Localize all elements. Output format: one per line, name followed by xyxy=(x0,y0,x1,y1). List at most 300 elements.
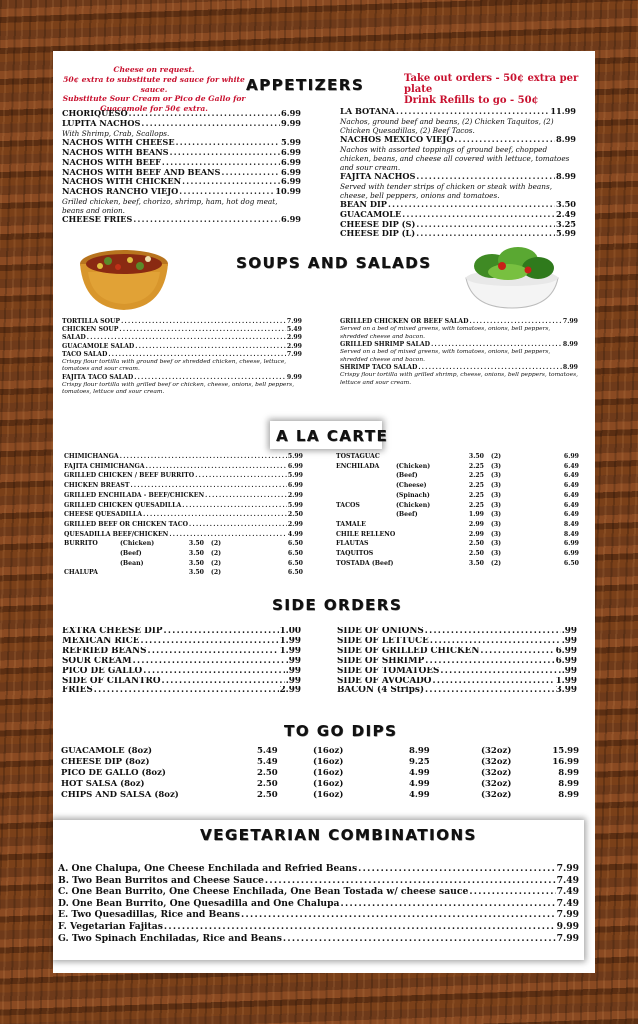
leader-dots xyxy=(134,374,286,382)
menu-item xyxy=(62,627,301,637)
note-line: Substitute Sour Cream or Pico de Gallo for xyxy=(62,94,246,104)
item-price: 1.99 xyxy=(279,636,301,646)
size-16oz: (16oz) xyxy=(313,790,344,801)
item-name: PICO DE GALLO (8oz) xyxy=(61,768,166,779)
item-name: SIDE OF SHRIMP xyxy=(337,656,425,666)
note-line: Guacamole for 50¢ extra. xyxy=(100,104,208,114)
item-price: 6.99 xyxy=(281,215,301,225)
menu-item xyxy=(62,326,302,334)
menu-item xyxy=(62,318,302,326)
menu-item xyxy=(64,471,303,481)
menu-item xyxy=(62,677,301,687)
menu-item xyxy=(58,875,579,887)
menu-item xyxy=(62,343,302,351)
single-price: 3.50 xyxy=(188,550,204,558)
menu-item xyxy=(337,657,577,667)
item-name: TAMALE xyxy=(336,520,366,528)
leader-dots xyxy=(108,351,286,359)
price-8oz: 2.50 xyxy=(257,790,278,801)
leader-dots xyxy=(396,107,549,117)
item-price: .99 xyxy=(561,666,577,676)
menu-item xyxy=(64,501,303,511)
leader-dots xyxy=(432,677,554,687)
leader-dots xyxy=(133,657,285,667)
item-price: .99 xyxy=(561,627,577,636)
side-right xyxy=(337,627,577,696)
item-name: MEXICAN RICE xyxy=(62,636,140,646)
leader-dots xyxy=(454,135,555,145)
item-name: HOT SALSA (8oz) xyxy=(61,779,145,790)
menu-item xyxy=(336,462,579,472)
plate-price: 6.50 xyxy=(287,569,303,577)
single-price: 3.50 xyxy=(188,559,204,567)
quantity: (3) xyxy=(490,491,502,499)
menu-item xyxy=(62,187,301,197)
item-name: CHEESE DIP (8oz) xyxy=(61,757,150,768)
leader-dots xyxy=(162,677,285,687)
item-price: 7.99 xyxy=(556,909,579,921)
menu-item xyxy=(62,119,301,129)
item-price: 7.49 xyxy=(556,897,579,909)
item-price: 8.99 xyxy=(556,134,576,144)
item-variant xyxy=(396,530,444,540)
price-8oz: 5.49 xyxy=(257,746,278,756)
menu-item xyxy=(336,520,579,530)
size-16oz: (16oz) xyxy=(313,768,344,779)
quantity: (3) xyxy=(490,511,502,519)
item-name: SIDE OF TOMATOES xyxy=(337,666,440,676)
veg-title: VEGETARIAN COMBINATIONS xyxy=(200,826,477,844)
carte-title: A LA CARTE xyxy=(276,427,389,445)
leader-dots xyxy=(431,341,562,349)
menu-item xyxy=(64,559,303,569)
item-description: Nachos with assorted toppings of ground beef, chopped chicken, beans, and cheese all covered with lettuce, tomatoes and sour cream. xyxy=(340,144,570,172)
leader-dots xyxy=(388,200,555,210)
note-line: 50¢ extra to substitute red sauce for white sauce. xyxy=(63,74,245,94)
menu-item xyxy=(336,539,579,549)
leader-dots xyxy=(221,168,280,178)
item-name xyxy=(336,471,396,481)
item-name: GRILLED ENCHILADA - BEEF/CHICKEN xyxy=(64,491,205,499)
price-32oz: 8.99 xyxy=(558,790,579,801)
item-variant: (Chicken) xyxy=(120,540,155,548)
menu-item xyxy=(336,549,579,559)
leader-dots xyxy=(121,318,286,326)
item-price: 9.99 xyxy=(286,373,302,381)
single-price: 2.25 xyxy=(468,462,484,470)
item-price: 6.99 xyxy=(555,646,577,656)
plate-price: 6.49 xyxy=(563,462,579,470)
togo-item xyxy=(61,768,579,779)
item-name: C. One Bean Burrito, One Cheese Enchilada, One Bean Tostada w/ cheese sauce xyxy=(58,886,469,898)
price-16oz: 4.99 xyxy=(409,779,430,790)
item-price: .99 xyxy=(561,636,577,646)
item-name: SIDE OF GRILLED CHICKEN xyxy=(337,646,480,656)
menu-item xyxy=(340,318,578,326)
leader-dots xyxy=(164,921,556,933)
menu-item xyxy=(64,549,303,559)
leader-dots xyxy=(146,462,287,472)
item-name: TACO SALAD xyxy=(62,350,108,358)
item-name: SIDE OF AVOCADO xyxy=(337,676,432,686)
single-price: 3.50 xyxy=(188,540,204,548)
item-price: 1.00 xyxy=(279,627,301,636)
item-name: GRILLED BEEF OR CHICKEN TACO xyxy=(64,520,189,528)
carte-right xyxy=(336,452,579,568)
item-name: GUACAMOLE SALAD xyxy=(62,342,135,350)
item-price: .99 xyxy=(285,656,301,666)
price-16oz: 4.99 xyxy=(409,768,430,779)
menu-item xyxy=(62,215,301,225)
plate-price: 6.49 xyxy=(563,482,579,490)
menu-item xyxy=(340,220,576,230)
single-price: 3.50 xyxy=(468,559,484,567)
plate-price: 6.99 xyxy=(563,540,579,548)
item-price: 10.99 xyxy=(275,187,301,197)
item-price: .99 xyxy=(285,676,301,686)
plate-price: 6.99 xyxy=(563,453,579,460)
leader-dots xyxy=(135,343,286,351)
menu-item xyxy=(336,501,579,511)
menu-item xyxy=(336,481,579,491)
plate-price: 6.50 xyxy=(287,550,303,558)
item-name: REFRIED BEANS xyxy=(62,646,147,656)
item-name: BACON (4 Strips) xyxy=(337,686,425,696)
price-32oz: 8.99 xyxy=(558,768,579,779)
leader-dots xyxy=(358,863,555,875)
item-description: With Shrimp, Crab, Scallops. xyxy=(62,128,170,138)
menu-item xyxy=(58,921,579,933)
menu-item xyxy=(64,510,303,520)
soups-title: SOUPS AND SALADS xyxy=(236,254,432,272)
item-name: B. Two Bean Burritos and Cheese Sauce xyxy=(58,874,264,886)
menu-item xyxy=(340,135,576,145)
menu-item xyxy=(340,364,578,372)
veg-list xyxy=(58,863,579,944)
item-name: CHIMICHANGA xyxy=(64,453,119,460)
leader-dots xyxy=(469,318,561,326)
item-variant xyxy=(396,549,444,559)
menu-item xyxy=(336,452,579,462)
menu-item xyxy=(58,863,579,875)
menu-item xyxy=(62,637,301,647)
item-description: Crispy flour tortilla with ground beef or shredded chicken, cheese, lettuce, tomatoes and sour cream. xyxy=(62,359,287,373)
price-32oz: 8.99 xyxy=(558,779,579,790)
quantity: (2) xyxy=(210,559,222,567)
item-name: GRILLED CHICKEN QUESADILLA xyxy=(64,501,182,509)
item-name: FLAUTAS xyxy=(336,540,369,548)
leader-dots xyxy=(416,229,555,239)
menu-item xyxy=(58,933,579,945)
item-price: 2.99 xyxy=(286,334,302,342)
item-name: CHALUPA xyxy=(64,569,98,577)
item-name: BURRITO xyxy=(64,540,98,548)
menu-item xyxy=(64,452,303,462)
item-name: GRILLED SHRIMP SALAD xyxy=(340,341,431,349)
item-name: TOSTADA (Beef) xyxy=(336,559,394,567)
item-name: CHICKEN BREAST xyxy=(64,482,130,490)
leader-dots xyxy=(241,909,556,921)
leader-dots xyxy=(119,326,286,334)
item-name: TAQUITOS xyxy=(336,550,374,558)
leader-dots xyxy=(140,637,278,647)
menu-item xyxy=(340,107,576,117)
menu-item xyxy=(336,510,579,520)
quantity: (3) xyxy=(490,462,502,470)
item-description: Crispy flour tortilla with grilled shrimp, cheese, onions, bell peppers, tomatoes, lettuce and sour cream. xyxy=(340,372,578,386)
menu-item xyxy=(337,637,577,647)
item-price: 6.99 xyxy=(281,147,301,157)
leader-dots xyxy=(170,148,280,158)
item-name: TORTILLA SOUP xyxy=(62,318,121,325)
item-name: NACHOS WITH BEEF AND BEANS xyxy=(62,167,221,177)
item-variant: (Cheese) xyxy=(396,482,427,490)
item-price: 2.99 xyxy=(287,491,303,499)
item-variant: (Chicken) xyxy=(396,501,431,509)
item-variant xyxy=(396,539,444,549)
menu-item xyxy=(337,667,577,677)
item-description: Served on a bed of mixed greens, with tomatoes, onions, bell peppers, shredded cheese and bacon. xyxy=(340,349,551,363)
leader-dots xyxy=(162,158,280,168)
item-price: .99 xyxy=(285,666,301,676)
item-name: SIDE OF CILANTRO xyxy=(62,676,161,686)
soups-left xyxy=(62,318,302,397)
leader-dots xyxy=(182,177,280,187)
item-price: 7.99 xyxy=(556,932,579,944)
menu-item xyxy=(340,172,576,182)
quantity: (3) xyxy=(490,550,502,558)
appetizers-left xyxy=(62,109,301,225)
item-variant: (Spinach) xyxy=(396,491,430,499)
carte-left xyxy=(64,452,303,578)
leader-dots xyxy=(205,491,287,501)
item-name: GUACAMOLE xyxy=(340,209,402,219)
menu-item xyxy=(64,462,303,472)
item-name: CHIPS AND SALSA (8oz) xyxy=(61,790,179,801)
item-variant xyxy=(396,520,444,530)
item-price: 6.99 xyxy=(287,482,303,490)
price-16oz: 9.25 xyxy=(409,757,430,768)
item-name: CHILE RELLENO xyxy=(336,530,396,538)
leader-dots xyxy=(169,530,287,540)
item-price: 7.99 xyxy=(286,350,302,358)
item-name: FAJITA NACHOS xyxy=(340,171,416,181)
takeout-line: Take out orders - 50¢ extra per plate xyxy=(404,73,579,95)
quantity: (2) xyxy=(490,453,502,460)
item-price: 9.99 xyxy=(281,118,301,128)
item-name: SIDE OF LETTUCE xyxy=(337,636,429,646)
menu-item xyxy=(64,568,303,578)
quantity: (2) xyxy=(210,569,222,577)
menu-item xyxy=(62,374,302,382)
item-name: BEAN DIP xyxy=(340,199,387,209)
menu-item xyxy=(340,341,578,349)
takeout-note xyxy=(404,73,590,106)
item-name: G. Two Spinach Enchiladas, Rice and Beans xyxy=(58,932,282,944)
item-name: F. Vegetarian Fajitas xyxy=(58,920,163,932)
menu-item xyxy=(64,539,303,549)
item-price: 6.99 xyxy=(281,109,301,118)
quantity: (3) xyxy=(490,482,502,490)
size-16oz: (16oz) xyxy=(313,746,344,756)
item-price: 7.49 xyxy=(556,886,579,898)
item-name: SALAD xyxy=(62,334,86,342)
quantity: (3) xyxy=(490,540,502,548)
menu-item xyxy=(62,686,301,696)
plate-price: 6.50 xyxy=(563,559,579,567)
menu-item xyxy=(58,886,579,898)
plate-price: 8.49 xyxy=(563,520,579,528)
leader-dots xyxy=(141,119,280,129)
menu-item xyxy=(62,158,301,168)
single-price: 3.50 xyxy=(468,453,484,460)
item-name: A. One Chalupa, One Cheese Enchilada and Refried Beans xyxy=(58,863,358,874)
quantity: (3) xyxy=(490,520,502,528)
item-name xyxy=(336,491,396,501)
item-price: 5.49 xyxy=(286,326,302,334)
side-title: SIDE ORDERS xyxy=(272,596,403,614)
item-price: 1.99 xyxy=(555,676,577,686)
menu-item xyxy=(64,520,303,530)
item-name: PICO DE GALLO xyxy=(62,666,143,676)
item-price: 2.99 xyxy=(286,342,302,350)
item-price: 6.99 xyxy=(287,462,303,470)
plate-price: 6.50 xyxy=(287,559,303,567)
item-name: EXTRA CHEESE DIP xyxy=(62,627,163,636)
menu-item xyxy=(64,491,303,501)
leader-dots xyxy=(129,109,280,119)
item-price: 3.25 xyxy=(556,219,576,229)
item-name: GUACAMOLE (8oz) xyxy=(61,746,153,756)
item-variant xyxy=(120,568,172,578)
item-name: FAJITA TACO SALAD xyxy=(62,373,134,381)
single-price: 2.50 xyxy=(468,550,484,558)
menu-item xyxy=(340,200,576,210)
menu-item xyxy=(62,667,301,677)
item-description: Served with tender strips of chicken or steak with beans, cheese, bell peppers, onions and tomatoes. xyxy=(340,181,553,200)
item-price: 4.99 xyxy=(287,530,303,538)
leader-dots xyxy=(425,686,555,696)
togo-title: TO GO DIPS xyxy=(284,722,398,740)
item-price: 6.99 xyxy=(281,177,301,187)
item-price: 5.99 xyxy=(281,137,301,147)
item-variant xyxy=(396,452,444,462)
menu-item xyxy=(62,148,301,158)
item-name: NACHOS WITH BEANS xyxy=(62,147,169,157)
item-price: 7.99 xyxy=(562,318,578,325)
item-price: 8.99 xyxy=(556,171,576,181)
item-price: 5.99 xyxy=(287,472,303,480)
item-name: CHEESE FRIES xyxy=(62,215,133,225)
single-price: 2.25 xyxy=(468,501,484,509)
price-8oz: 2.50 xyxy=(257,779,278,790)
side-left xyxy=(62,627,301,696)
item-variant: (Beef) xyxy=(396,511,418,519)
leader-dots xyxy=(179,187,274,197)
menu-item xyxy=(336,491,579,501)
item-variant: (Chicken) xyxy=(396,462,431,470)
item-name: FAJITA CHIMICHANGA xyxy=(64,462,145,470)
leader-dots xyxy=(418,364,562,372)
item-name: CHEESE DIP (L) xyxy=(340,229,416,239)
item-price: 7.49 xyxy=(556,874,579,886)
quantity: (2) xyxy=(490,559,502,567)
item-name xyxy=(64,549,120,559)
leader-dots xyxy=(440,667,560,677)
item-price: 7.99 xyxy=(556,863,579,874)
item-description: Served on a bed of mixed greens, with tomatoes, onions, bell peppers, shredded cheese and bacon. xyxy=(340,326,551,340)
menu-item xyxy=(337,677,577,687)
single-price: 2.25 xyxy=(468,491,484,499)
menu-item xyxy=(62,109,301,119)
price-8oz: 2.50 xyxy=(257,768,278,779)
soup-bowl-icon xyxy=(78,246,170,316)
size-32oz: (32oz) xyxy=(481,779,512,790)
item-name: D. One Bean Burrito, One Quesadilla and One Chalupa xyxy=(58,897,340,909)
item-name: GRILLED CHICKEN OR BEEF SALAD xyxy=(340,318,469,325)
note-line: Cheese on request. xyxy=(113,65,195,74)
menu-item xyxy=(336,559,579,569)
size-32oz: (32oz) xyxy=(481,768,512,779)
togo-list xyxy=(61,746,579,801)
leader-dots xyxy=(94,686,279,696)
menu-item xyxy=(64,481,303,491)
item-price: 2.99 xyxy=(287,520,303,528)
menu-item xyxy=(336,530,579,540)
leader-dots xyxy=(130,481,286,491)
menu-item xyxy=(62,657,301,667)
item-price: 5.99 xyxy=(287,453,303,460)
menu-item xyxy=(58,909,579,921)
price-32oz: 15.99 xyxy=(552,746,579,756)
item-price: 3.99 xyxy=(555,686,577,696)
leader-dots xyxy=(469,886,555,898)
item-name xyxy=(336,510,396,520)
item-name: ENCHILADA xyxy=(336,462,380,470)
leader-dots xyxy=(147,647,278,657)
leader-dots xyxy=(430,637,561,647)
quantity: (3) xyxy=(490,472,502,480)
menu-item xyxy=(62,647,301,657)
item-name: NACHOS MEXICO VIEJO xyxy=(340,134,454,144)
leader-dots xyxy=(480,647,554,657)
menu-item xyxy=(64,530,303,540)
price-8oz: 5.49 xyxy=(257,757,278,768)
item-name: SOUR CREAM xyxy=(62,656,132,666)
item-description: Nachos, ground beef and beans, (2) Chicken Taquitos, (2) Chicken Quesadillas, (2) Beef Tacos. xyxy=(340,116,554,135)
plate-price: 6.49 xyxy=(563,491,579,499)
item-name: NACHOS RANCHO VIEJO xyxy=(62,187,179,197)
menu-item xyxy=(337,627,577,637)
plate-price: 8.49 xyxy=(563,530,579,538)
leader-dots xyxy=(189,520,287,530)
item-price: 1.99 xyxy=(279,646,301,656)
item-variant: (Beef) xyxy=(396,472,418,480)
leader-dots xyxy=(182,501,287,511)
single-price: 3.50 xyxy=(188,569,204,577)
leader-dots xyxy=(341,898,556,910)
single-price: 2.99 xyxy=(468,530,484,538)
leader-dots xyxy=(425,627,561,637)
leader-dots xyxy=(143,667,284,677)
item-name: E. Two Quesadillas, Rice and Beans xyxy=(58,909,240,921)
menu-item xyxy=(62,351,302,359)
price-16oz: 8.99 xyxy=(409,746,430,756)
item-price: 6.99 xyxy=(281,167,301,177)
salad-bowl-icon xyxy=(462,244,562,314)
leader-dots xyxy=(416,220,555,230)
leader-dots xyxy=(176,138,280,148)
